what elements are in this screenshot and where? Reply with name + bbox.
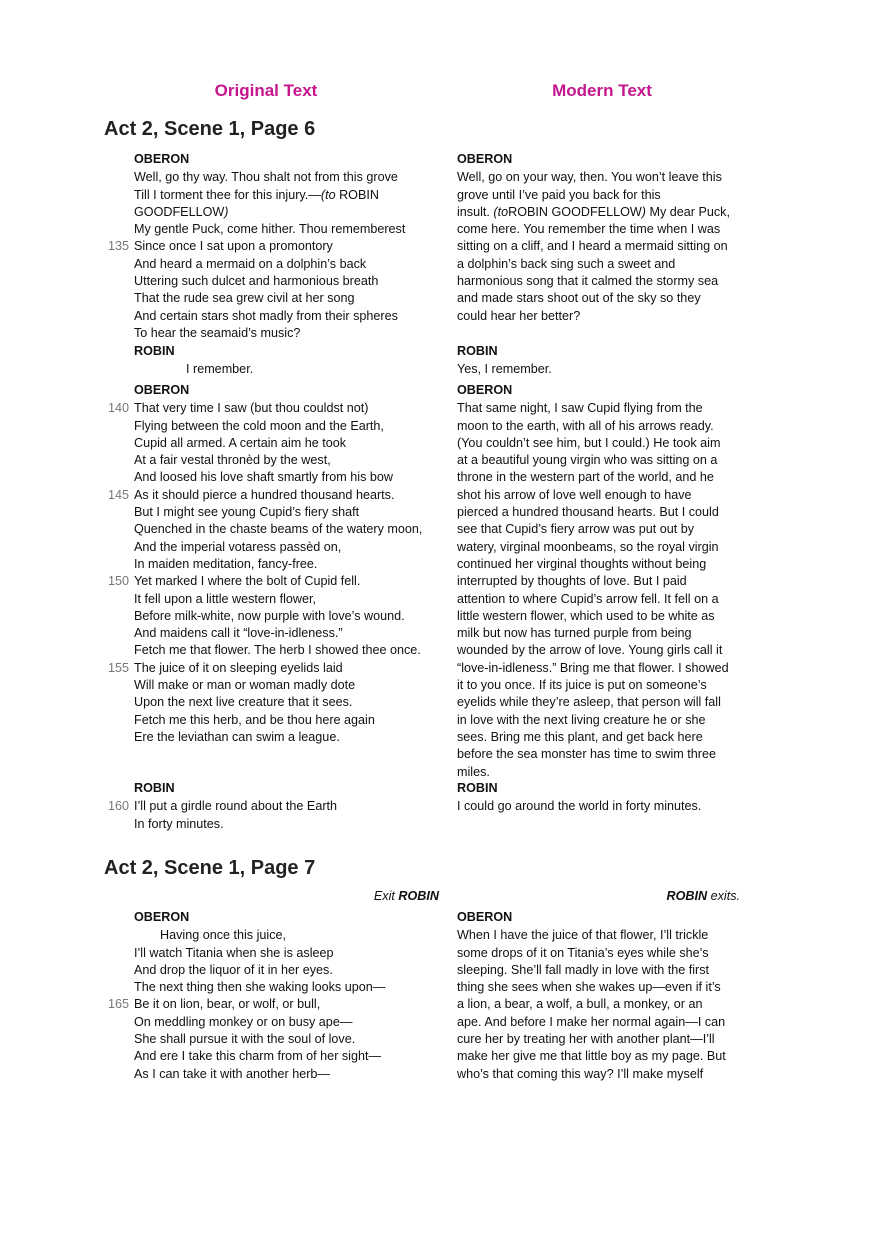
verse-line: Uttering such dulcet and harmonious breath [134, 274, 379, 289]
verse-line: On meddling monkey or on busy ape— [134, 1014, 353, 1029]
verse-line: Fetch me this herb, and be thou here again [134, 712, 375, 727]
prose-line: throne in the western part of the world, and he [457, 470, 714, 485]
verse-line: In forty minutes. [134, 816, 224, 831]
line-number: 160 [107, 799, 129, 814]
original-text-header: Original Text [214, 81, 318, 100]
prose-line: some drops of it on Titania’s eyes while she’s [457, 945, 709, 960]
prose-line: miles. [457, 764, 490, 779]
verse-line: 140 That very time I saw (but thou couldst not) [134, 400, 444, 417]
prose-line: ape. And before I make her normal again—I can [457, 1014, 726, 1029]
prose-line: interrupted by thoughts of love. But I paid [457, 574, 687, 589]
verse-line: Quenched in the chaste beams of the watery moon, [134, 522, 423, 537]
prose-line: Well, go on your way, then. You won’t leave this [457, 170, 722, 185]
prose-line: That same night, I saw Cupid flying from the [457, 401, 703, 416]
prose-line: attention to where Cupid’s arrow fell. It fell on a [457, 591, 719, 606]
line-number: 140 [107, 401, 129, 416]
prose-line: milk but now has turned purple from being [457, 626, 692, 641]
verse-line: Upon the next live creature that it sees. [134, 695, 353, 710]
prose-line: grove until I’ve paid you back for this [457, 187, 661, 202]
scene-title-page-6: Act 2, Scene 1, Page 6 [104, 118, 316, 140]
prose-line: wounded by the arrow of love. Young girls call it [457, 643, 723, 658]
speaker-name: ROBIN [134, 344, 175, 358]
verse-line: Flying between the cold moon and the Earth, [134, 418, 384, 433]
speaker-name: OBERON [134, 152, 190, 166]
verse-line: I’ll watch Titania when she is asleep [134, 945, 334, 960]
modern-robin-speech-1 [457, 343, 747, 379]
prose-line: who’s that coming this way? I’ll make myself [457, 1066, 704, 1081]
verse-line: Having once this juice, [160, 928, 287, 943]
verse-line: GOODFELLOW) [134, 204, 229, 219]
verse-line: The next thing then she waking looks upon— [134, 980, 386, 995]
verse-line: 165 Be it on lion, bear, or wolf, or bull, [134, 996, 444, 1013]
modern-text-header: Modern Text [552, 81, 652, 100]
prose-line: “love-in-idleness.” Bring me that flower. I showed [457, 660, 729, 675]
prose-line: I could go around the world in forty minutes. [457, 799, 702, 814]
original-robin-speech-2 [107, 780, 444, 833]
verse-line: Cupid all armed. A certain aim he took [134, 435, 347, 450]
prose-line: come here. You remember the time when I was [457, 222, 721, 237]
verse-line: Ere the leviathan can swim a league. [134, 729, 340, 744]
original-robin-speech-1 [134, 343, 444, 379]
verse-line: 150 Yet marked I where the bolt of Cupid fell. [134, 573, 444, 590]
verse-line: And loosed his love shaft smartly from his bow [134, 470, 393, 485]
verse-line: And drop the liquor of it in her eyes. [134, 962, 333, 977]
line-number: 155 [107, 660, 129, 675]
verse-line: As I can take it with another herb— [134, 1066, 331, 1081]
prose-line: sleeping. She’ll fall madly in love with the first [457, 962, 709, 977]
modern-oberon-speech-2 [457, 382, 747, 781]
prose-line: in love with the next living creature he or she [457, 712, 706, 727]
speaker-name: OBERON [134, 383, 190, 397]
prose-line: at a beautiful young virgin who was sitting on a [457, 453, 718, 468]
prose-line: a dolphin’s back sing such a sweet and [457, 256, 676, 271]
prose-line: (You couldn’t see him, but I could.) He took aim [457, 435, 721, 450]
verse-line: 135 Since once I sat upon a promontory [134, 238, 444, 255]
speaker-name: OBERON [457, 383, 513, 397]
verse-line: And the imperial votaress passèd on, [134, 539, 342, 554]
prose-line: Yes, I remember. [457, 362, 552, 377]
verse-line: 155 The juice of it on sleeping eyelids laid [134, 660, 444, 677]
modern-robin-speech-2 [457, 780, 747, 816]
verse-line: It fell upon a little western flower, [134, 591, 317, 606]
line-number: 150 [107, 574, 129, 589]
prose-line: shot his arrow of love well enough to have [457, 487, 692, 502]
prose-line: harmonious song that it calmed the stormy sea [457, 274, 719, 289]
verse-line: And certain stars shot madly from their spheres [134, 308, 398, 323]
verse-line: Will make or man or woman madly dote [134, 678, 356, 693]
verse-line: That the rude sea grew civil at her song [134, 291, 355, 306]
verse-line: But I might see young Cupid’s fiery shaft [134, 505, 360, 520]
prose-line: When I have the juice of that flower, I’ll trickle [457, 928, 709, 943]
prose-line: eyelids while they’re asleep, that person will fall [457, 695, 721, 710]
verse-line: She shall pursue it with the soul of love. [134, 1032, 356, 1047]
prose-line: could hear her better? [457, 308, 581, 323]
prose-line: make her give me that little boy as my page. But [457, 1049, 726, 1064]
verse-line: My gentle Puck, come hither. Thou rememberest [134, 222, 406, 237]
verse-line: Before milk-white, now purple with love’s wound. [134, 608, 405, 623]
original-stage-direction-exit: Exit ROBIN [373, 889, 439, 903]
speaker-name: ROBIN [457, 344, 498, 358]
prose-line: and made stars shoot out of the sky so they [457, 291, 701, 306]
line-number: 145 [107, 487, 129, 502]
speaker-name: ROBIN [457, 781, 498, 795]
prose-line: pierced a hundred thousand hearts. But I could [457, 505, 719, 520]
verse-line: And ere I take this charm from of her sight— [134, 1049, 382, 1064]
verse-line: 160 I’ll put a girdle round about the Earth [134, 798, 444, 815]
prose-line: it to you once. If its juice is put on someone’s [457, 678, 707, 693]
scene-title-page-7: Act 2, Scene 1, Page 7 [104, 857, 316, 879]
speaker-name: ROBIN [134, 781, 175, 795]
verse-line: At a fair vestal thronèd by the west, [134, 453, 331, 468]
prose-line: a lion, a bear, a wolf, a bull, a monkey, or an [457, 997, 703, 1012]
speaker-name: OBERON [457, 910, 513, 924]
line-number: 165 [107, 997, 129, 1012]
speaker-name: OBERON [134, 910, 190, 924]
prose-line: thing she sees when she wakes up—even if it’s [457, 980, 721, 995]
verse-line: And maidens call it “love-in-idleness.” [134, 626, 343, 641]
original-oberon-speech-2 [107, 382, 444, 746]
verse-line: To hear the seamaid’s music? [134, 325, 301, 340]
prose-line: insult. (toROBIN GOODFELLOW) My dear Puck, [457, 204, 730, 219]
verse-line: In maiden meditation, fancy-free. [134, 556, 318, 571]
speaker-name: OBERON [457, 152, 513, 166]
prose-line: little western flower, which used to be white as [457, 608, 715, 623]
modern-stage-direction-exit: ROBIN exits. [666, 889, 740, 903]
verse-line: Fetch me that flower. The herb I showed thee once. [134, 643, 421, 658]
verse-line: Well, go thy way. Thou shalt not from this grove [134, 170, 398, 185]
prose-line: cure her by treating her with another plant—I’ll [457, 1032, 715, 1047]
prose-line: watery, virginal moonbeams, so the royal virgin [457, 539, 719, 554]
line-number: 135 [107, 239, 129, 254]
modern-oberon-speech-3 [457, 909, 747, 1083]
prose-line: sees. Bring me this plant, and get back here [457, 729, 703, 744]
prose-line: moon to the earth, with all of his arrows ready. [457, 418, 714, 433]
verse-line: I remember. [186, 362, 254, 377]
verse-line: Till I torment thee for this injury.—(to ROBIN [134, 187, 379, 202]
modern-oberon-speech-1 [457, 151, 747, 325]
prose-line: continued her virginal thoughts without being [457, 556, 707, 571]
prose-line: see that Cupid’s fiery arrow was put out by [457, 522, 695, 537]
verse-line: And heard a mermaid on a dolphin’s back [134, 256, 367, 271]
original-oberon-speech-3 [107, 909, 444, 1083]
original-oberon-speech-1 [107, 151, 444, 342]
verse-line: 145 As it should pierce a hundred thousand hearts. [134, 487, 444, 504]
prose-line: before the sea monster has time to swim three [457, 747, 716, 762]
prose-line: sitting on a cliff, and I heard a mermaid sitting on [457, 239, 728, 254]
